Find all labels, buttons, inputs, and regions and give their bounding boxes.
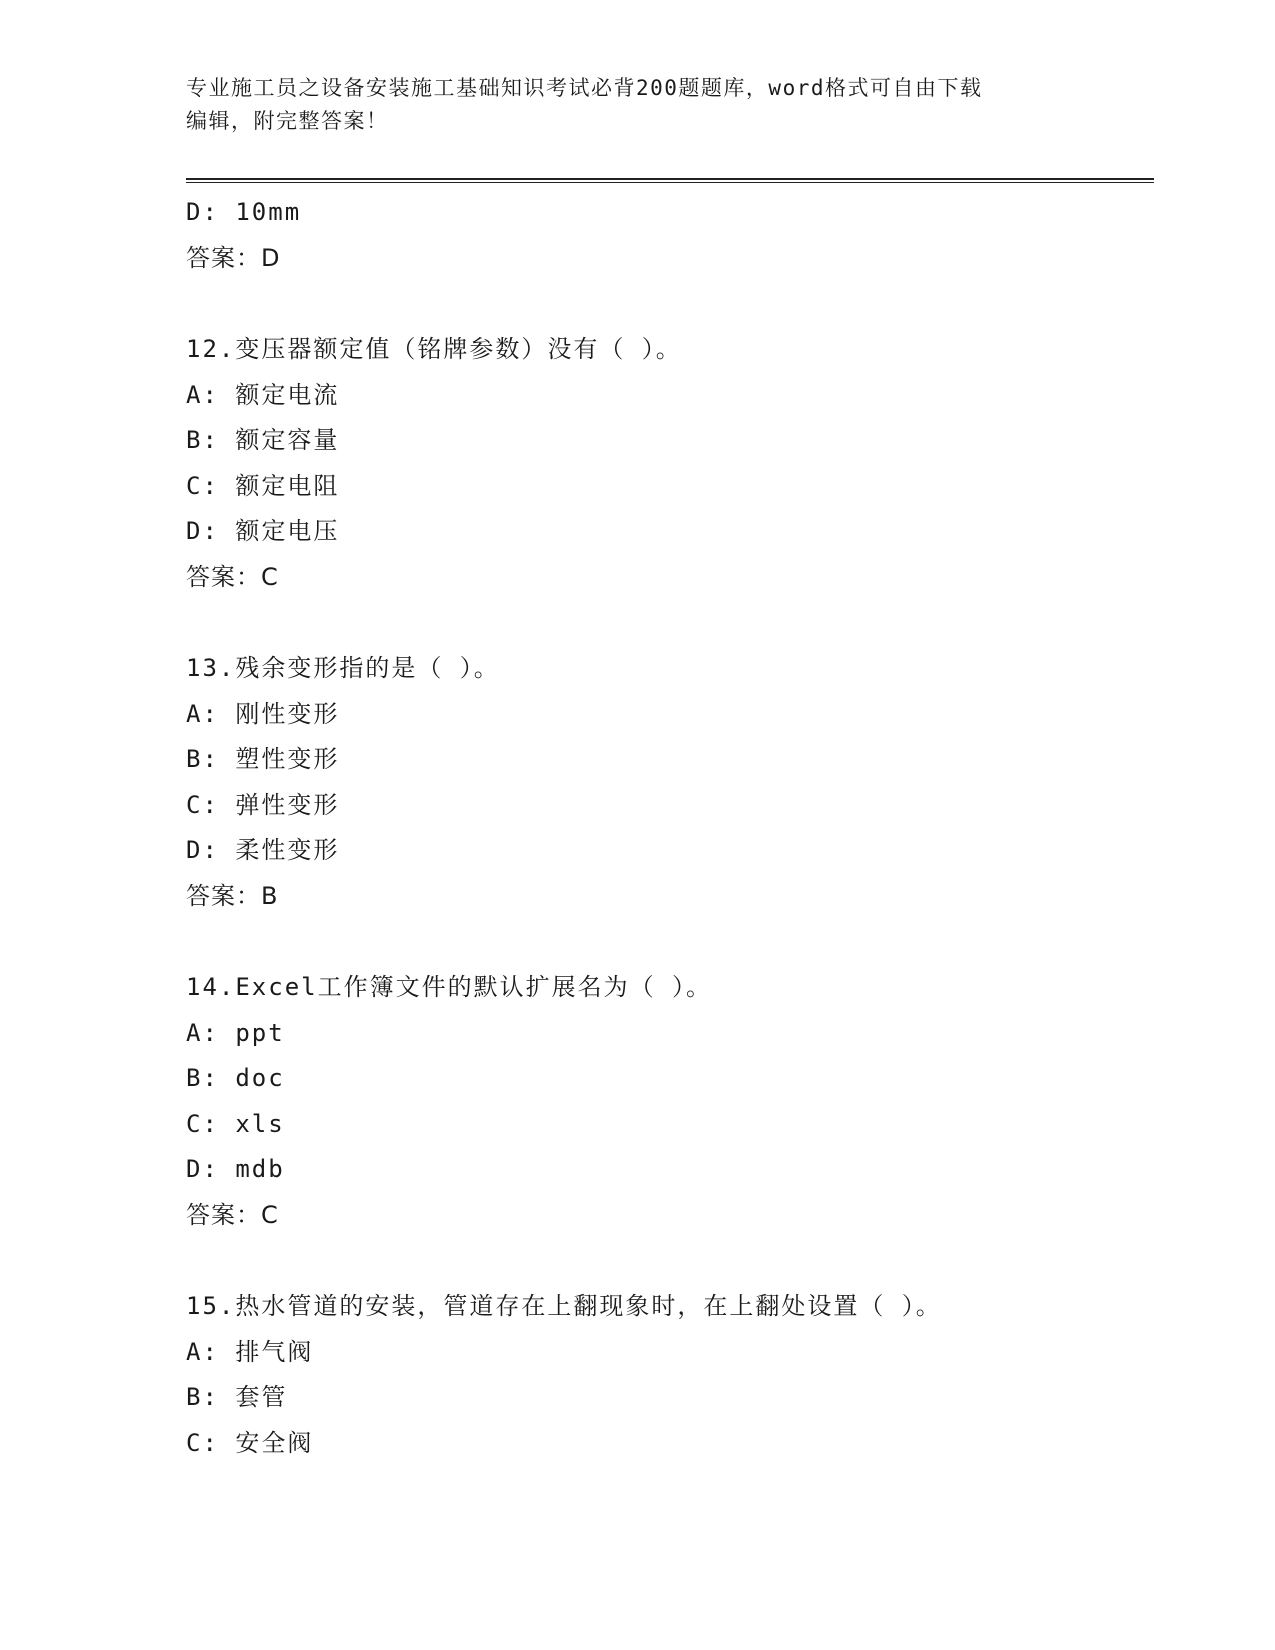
spacer bbox=[186, 919, 1146, 965]
option-d: D: mdb bbox=[186, 1155, 285, 1183]
question-list bbox=[186, 190, 1146, 1466]
question-14 bbox=[186, 965, 1146, 1238]
option-b: B: doc bbox=[186, 1064, 285, 1092]
previous-question-option-d: D: 10mm bbox=[186, 198, 302, 226]
option-c: C: 安全阀 bbox=[186, 1428, 314, 1457]
header-title-line-2: 编辑，附完整答案！ bbox=[186, 109, 389, 133]
question-stem: 12.变压器额定值（铭牌参数）没有（ ）。 bbox=[186, 335, 682, 363]
spacer bbox=[186, 1238, 1146, 1284]
question-13 bbox=[186, 646, 1146, 919]
question-12 bbox=[186, 327, 1146, 600]
answer: 答案：C bbox=[186, 562, 279, 591]
previous-question-answer: 答案：D bbox=[186, 243, 281, 272]
option-c: C: 额定电阻 bbox=[186, 471, 340, 500]
option-a: A: ppt bbox=[186, 1018, 285, 1047]
question-stem: 14.Excel工作簿文件的默认扩展名为（ ）。 bbox=[186, 973, 713, 1001]
document-header bbox=[186, 72, 1086, 138]
option-b: B: 塑性变形 bbox=[186, 745, 340, 773]
option-d: D: 柔性变形 bbox=[186, 836, 340, 864]
option-c: C: 弹性变形 bbox=[186, 790, 340, 819]
option-a: A: 额定电流 bbox=[186, 380, 340, 409]
option-d: D: 额定电压 bbox=[186, 517, 340, 545]
question-stem: 15.热水管道的安装，管道存在上翻现象时，在上翻处设置（ ）。 bbox=[186, 1292, 942, 1320]
option-a: A: 刚性变形 bbox=[186, 699, 340, 728]
header-divider bbox=[186, 178, 1154, 183]
option-b: B: 套管 bbox=[186, 1383, 288, 1411]
question-15 bbox=[186, 1284, 1146, 1466]
header-title-line-1: 专业施工员之设备安装施工基础知识考试必背200题题库，word格式可自由下载 bbox=[186, 76, 983, 100]
answer: 答案：B bbox=[186, 881, 279, 910]
answer: 答案：C bbox=[186, 1200, 279, 1229]
option-a: A: 排气阀 bbox=[186, 1337, 314, 1366]
question-stem: 13.残余变形指的是（ ）。 bbox=[186, 654, 500, 682]
option-b: B: 额定容量 bbox=[186, 426, 340, 454]
spacer bbox=[186, 281, 1146, 327]
option-c: C: xls bbox=[186, 1109, 285, 1138]
spacer bbox=[186, 600, 1146, 646]
